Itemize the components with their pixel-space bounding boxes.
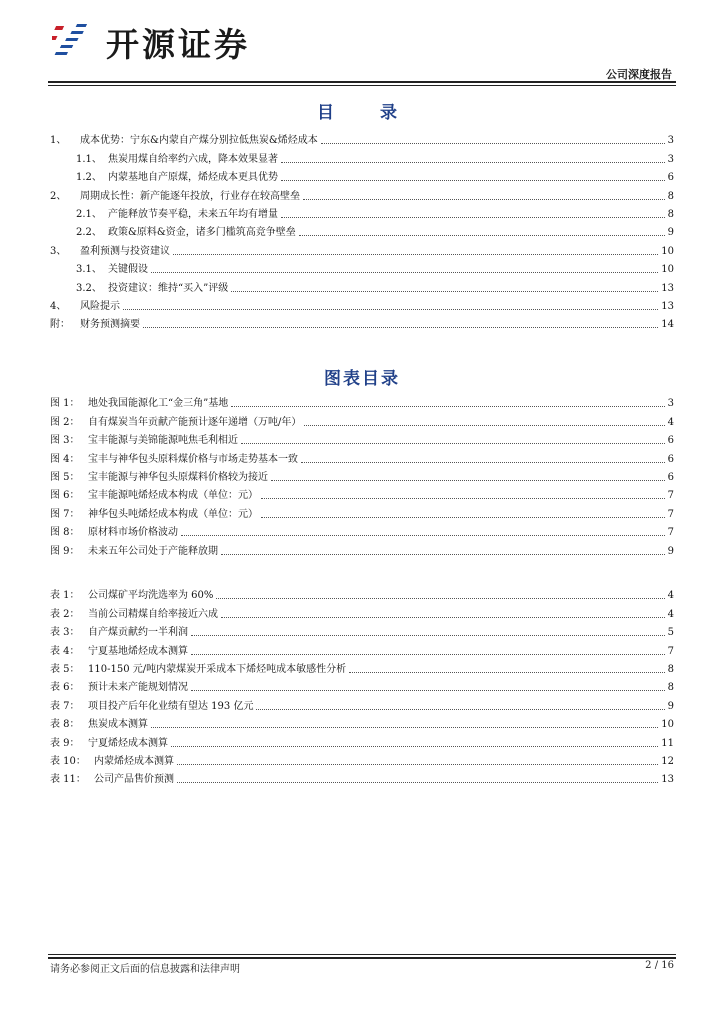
entry-page-number: 8: [667, 208, 674, 220]
header-divider-thin: [48, 85, 676, 86]
entry-title: 成本优势：宁东&内蒙自产煤分别拉低焦炭&烯烃成本: [80, 135, 318, 147]
entry-number: 表 9：: [50, 737, 80, 749]
dot-leader: [349, 671, 665, 673]
table-index-entry[interactable]: [50, 639, 674, 657]
dot-leader: [303, 198, 665, 200]
entry-title: 焦炭成本测算: [88, 719, 148, 731]
entry-page-number: 6: [667, 471, 674, 483]
report-type-label: 公司深度报告: [606, 68, 672, 81]
table-index-entry[interactable]: [50, 750, 674, 768]
entry-title: 宝丰能源吨烯烃成本构成（单位：元）: [88, 490, 258, 502]
entry-page-number: 6: [667, 435, 674, 447]
entry-page-number: 4: [667, 416, 674, 428]
dot-leader: [177, 763, 658, 765]
toc-entry[interactable]: [50, 295, 674, 313]
entry-number: 表 7：: [50, 700, 80, 712]
entry-number: 图 3：: [50, 435, 80, 447]
dot-leader: [221, 553, 665, 555]
footer-divider: [48, 957, 676, 959]
entry-title: 周期成长性：新产能逐年投放，行业存在较高壁垒: [80, 190, 300, 202]
dot-leader: [256, 708, 664, 710]
dot-leader: [177, 781, 658, 783]
figure-index-entry[interactable]: [50, 466, 674, 484]
entry-page-number: 7: [667, 527, 674, 539]
entry-page-number: 10: [661, 719, 674, 731]
header-divider: [48, 81, 676, 83]
entry-page-number: 8: [667, 190, 674, 202]
entry-title: 政策&原料&资金，诸多门槛筑高竞争壁垒: [108, 227, 296, 239]
dot-leader: [261, 497, 665, 499]
entry-page-number: 7: [667, 645, 674, 657]
entry-page-number: 9: [667, 545, 674, 557]
entry-number: 图 4：: [50, 453, 80, 465]
toc-entry[interactable]: [50, 166, 674, 184]
table-index-entry[interactable]: [50, 731, 674, 749]
entry-title: 公司产品售价预测: [94, 774, 174, 786]
dot-leader: [173, 253, 658, 255]
company-logo-icon: [52, 22, 102, 62]
figure-index-title: 图表目录: [324, 369, 400, 389]
entry-number: 图 2：: [50, 416, 80, 428]
entry-page-number: 4: [667, 590, 674, 602]
figure-index-entry[interactable]: [50, 502, 674, 520]
entry-number: 附：: [50, 319, 70, 331]
entry-title: 原材料市场价格波动: [88, 527, 178, 539]
entry-title: 公司煤矿平均洗选率为 60%: [88, 590, 214, 602]
toc-entry[interactable]: [50, 147, 674, 165]
entry-page-number: 10: [661, 264, 674, 276]
entry-page-number: 8: [667, 663, 674, 675]
entry-title: 财务预测摘要: [80, 319, 140, 331]
entry-title: 未来五年公司处于产能释放期: [88, 545, 218, 557]
figure-index-entry[interactable]: [50, 521, 674, 539]
toc-entry[interactable]: [50, 276, 674, 294]
figure-index-entry[interactable]: [50, 392, 674, 410]
toc-entry[interactable]: [50, 239, 674, 257]
toc-entry[interactable]: [50, 129, 674, 147]
dot-leader: [191, 634, 665, 636]
entry-number: 3.2、: [76, 282, 102, 294]
figure-index-list: [50, 392, 674, 558]
entry-page-number: 14: [661, 319, 674, 331]
dot-leader: [231, 290, 658, 292]
dot-leader: [191, 653, 665, 655]
dot-leader: [216, 597, 664, 599]
dot-leader: [281, 179, 665, 181]
entry-number: 图 5：: [50, 471, 80, 483]
entry-title: 内蒙基地自产原煤，烯烃成本更具优势: [108, 172, 278, 184]
dot-leader: [231, 405, 664, 407]
entry-title: 关键假设: [108, 264, 148, 276]
entry-page-number: 3: [667, 135, 674, 147]
entry-page-number: 12: [661, 755, 674, 767]
entry-title: 宝丰能源与神华包头原煤料价格较为接近: [88, 471, 268, 483]
entry-number: 表 8：: [50, 719, 80, 731]
entry-page-number: 11: [661, 737, 674, 749]
entry-title: 内蒙烯烃成本测算: [94, 755, 174, 767]
entry-number: 图 6：: [50, 490, 80, 502]
figure-index-entry[interactable]: [50, 539, 674, 557]
entry-number: 2.1、: [76, 208, 102, 220]
entry-title: 风险提示: [80, 300, 120, 312]
entry-number: 表 1：: [50, 590, 80, 602]
entry-number: 表 4：: [50, 645, 80, 657]
entry-page-number: 3: [667, 398, 674, 410]
entry-number: 4、: [50, 300, 67, 312]
dot-leader: [304, 424, 664, 426]
page-indicator: 2 / 16: [645, 960, 674, 971]
dot-leader: [151, 271, 658, 273]
dot-leader: [271, 479, 665, 481]
entry-page-number: 8: [667, 682, 674, 694]
table-index-entry[interactable]: [50, 713, 674, 731]
toc-entry[interactable]: [50, 203, 674, 221]
entry-number: 2、: [50, 190, 67, 202]
entry-number: 1.1、: [76, 153, 102, 165]
entry-number: 3.1、: [76, 264, 102, 276]
dot-leader: [281, 161, 665, 163]
figure-index-entry[interactable]: [50, 429, 674, 447]
figure-index-entry[interactable]: [50, 410, 674, 428]
entry-title: 地处我国能源化工“金三角”基地: [88, 398, 229, 410]
dot-leader: [281, 216, 665, 218]
entry-number: 表 2：: [50, 608, 80, 620]
table-index-entry[interactable]: [50, 768, 674, 786]
entry-page-number: 6: [667, 172, 674, 184]
entry-page-number: 13: [661, 300, 674, 312]
entry-page-number: 13: [661, 774, 674, 786]
entry-title: 宁夏烯烃成本测算: [88, 737, 168, 749]
dot-leader: [151, 726, 658, 728]
table-index-entry[interactable]: [50, 584, 674, 602]
entry-number: 表 5：: [50, 663, 80, 675]
company-logo-text: 开源证券: [106, 25, 250, 64]
table-index-entry[interactable]: [50, 676, 674, 694]
entry-title: 自有煤炭当年贡献产能预计逐年递增（万吨/年）: [88, 416, 302, 428]
table-index-entry[interactable]: [50, 658, 674, 676]
table-index-entry[interactable]: [50, 694, 674, 712]
table-index-list: [50, 584, 674, 786]
entry-title: 宝丰能源与美锦能源吨焦毛利相近: [88, 435, 238, 447]
entry-title: 神华包头吨烯烃成本构成（单位：元）: [88, 508, 258, 520]
entry-title: 宁夏基地烯烃成本测算: [88, 645, 188, 657]
dot-leader: [181, 534, 665, 536]
entry-page-number: 4: [667, 608, 674, 620]
dot-leader: [171, 745, 658, 747]
entry-number: 表 10：: [50, 755, 86, 767]
dot-leader: [191, 689, 665, 691]
toc-entry[interactable]: [50, 313, 674, 331]
figure-index-entry[interactable]: [50, 447, 674, 465]
entry-page-number: 9: [667, 227, 674, 239]
entry-page-number: 5: [667, 627, 674, 639]
toc-entry[interactable]: [50, 221, 674, 239]
entry-number: 图 8：: [50, 527, 80, 539]
entry-number: 表 3：: [50, 627, 80, 639]
dot-leader: [241, 442, 665, 444]
toc-title: 目 录: [317, 103, 407, 123]
entry-title: 自产煤贡献约一半利润: [88, 627, 188, 639]
entry-page-number: 13: [661, 282, 674, 294]
dot-leader: [321, 142, 665, 144]
dot-leader: [143, 326, 658, 328]
entry-number: 图 7：: [50, 508, 80, 520]
entry-title: 当前公司精煤自给率接近六成: [88, 608, 218, 620]
entry-title: 投资建议：维持“买入”评级: [108, 282, 229, 294]
toc-list: [50, 129, 674, 331]
entry-number: 图 1：: [50, 398, 80, 410]
dot-leader: [221, 616, 665, 618]
dot-leader: [123, 308, 658, 310]
page-header: [48, 0, 676, 84]
dot-leader: [261, 516, 665, 518]
entry-page-number: 6: [667, 453, 674, 465]
entry-page-number: 7: [667, 490, 674, 502]
entry-page-number: 7: [667, 508, 674, 520]
toc-entry[interactable]: [50, 184, 674, 202]
entry-page-number: 3: [667, 153, 674, 165]
entry-title: 焦炭用煤自给率约六成，降本效果显著: [108, 153, 278, 165]
table-index-entry[interactable]: [50, 621, 674, 639]
entry-title: 产能释放节奏平稳，未来五年均有增量: [108, 208, 278, 220]
dot-leader: [299, 234, 665, 236]
entry-title: 盈利预测与投资建议: [80, 245, 170, 257]
entry-page-number: 9: [667, 700, 674, 712]
entry-number: 1.2、: [76, 172, 102, 184]
table-index-entry[interactable]: [50, 602, 674, 620]
entry-number: 表 11：: [50, 774, 86, 786]
toc-entry[interactable]: [50, 258, 674, 276]
entry-number: 表 6：: [50, 682, 80, 694]
entry-title: 项目投产后年化业绩有望达 193 亿元: [88, 700, 254, 712]
dot-leader: [301, 461, 665, 463]
entry-title: 预计未来产能规划情况: [88, 682, 188, 694]
footer-disclaimer: 请务必参阅正文后面的信息披露和法律声明: [50, 964, 240, 975]
figure-index-entry[interactable]: [50, 484, 674, 502]
entry-number: 2.2、: [76, 227, 102, 239]
footer-divider-thin: [48, 954, 676, 955]
entry-page-number: 10: [661, 245, 674, 257]
entry-title: 宝丰与神华包头原料煤价格与市场走势基本一致: [88, 453, 298, 465]
entry-number: 3、: [50, 245, 67, 257]
entry-title: 110-150 元/吨内蒙煤炭开采成本下烯烃吨成本敏感性分析: [88, 663, 347, 675]
entry-number: 1、: [50, 135, 67, 147]
entry-number: 图 9：: [50, 545, 80, 557]
